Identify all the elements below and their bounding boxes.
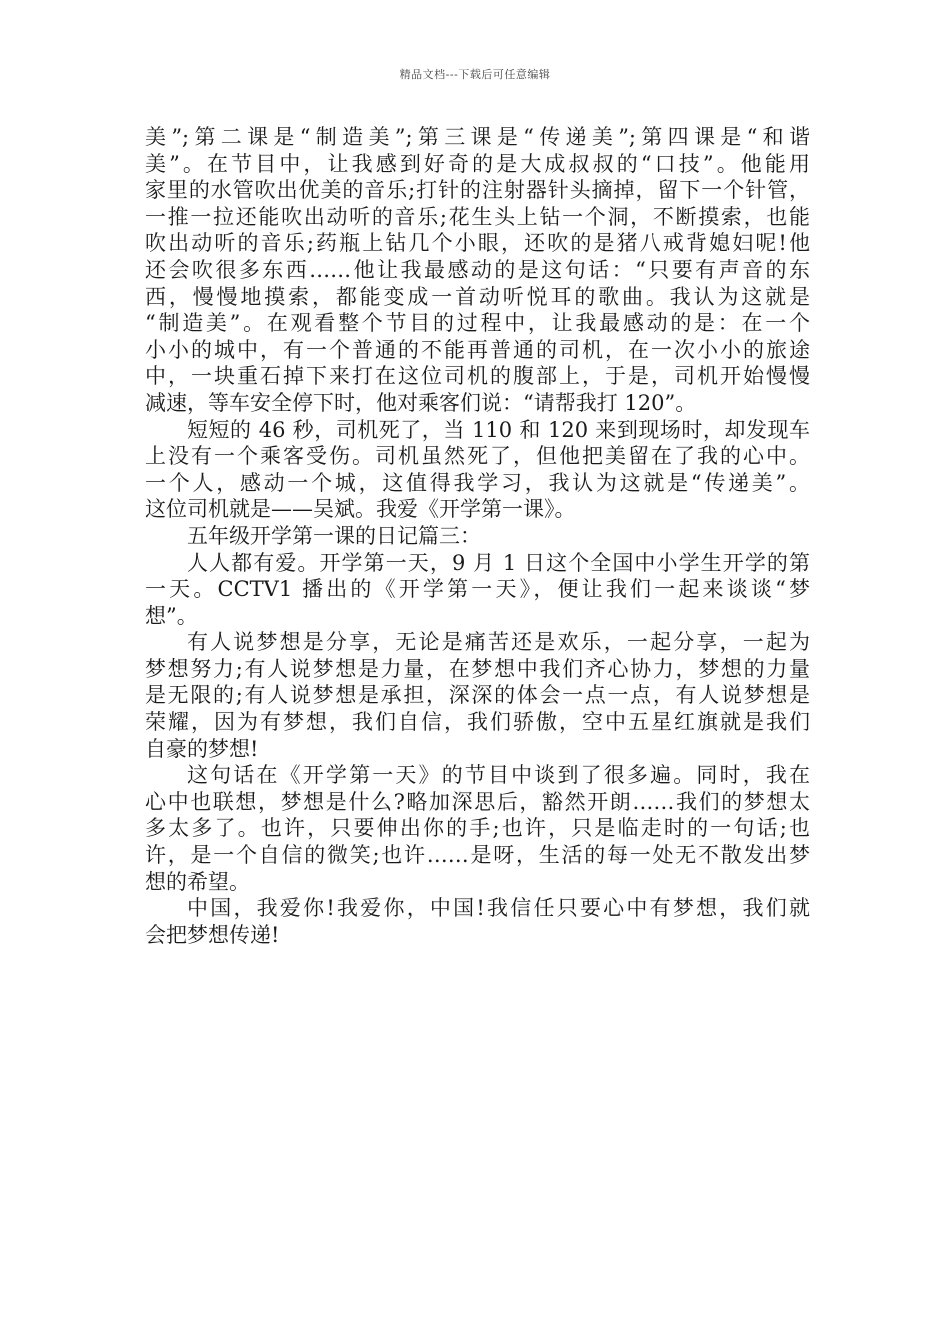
text-line: 美”。在节目中，让我感到好奇的是大成叔叔的“口技”。他能用 xyxy=(145,151,810,176)
document-body xyxy=(145,124,810,948)
text-line: 梦想努力;有人说梦想是力量，在梦想中我们齐心协力，梦想的力量 xyxy=(145,656,810,681)
text-line: 吹出动听的音乐;药瓶上钻几个小眼，还吹的是猪八戒背媳妇呢!他 xyxy=(145,231,810,256)
text-line: 一个人，感动一个城，这值得我学习，我认为这就是“传递美”。 xyxy=(145,470,810,495)
text-line: 这位司机就是——吴斌。我爱《开学第一课》。 xyxy=(145,497,576,522)
text-line: 多太多了。也许，只要伸出你的手;也许，只是临走时的一句话;也 xyxy=(145,816,810,841)
text-line: 想的希望。 xyxy=(145,869,250,894)
text-line: 想”。 xyxy=(145,603,198,628)
text-line: “制造美”。在观看整个节目的过程中，让我最感动的是：在一个 xyxy=(145,311,810,336)
paragraph-first-line: 短短的 46 秒，司机死了，当 110 和 120 来到现场时，却发现车 xyxy=(187,417,810,442)
section-heading: 五年级开学第一课的日记篇三： xyxy=(187,523,481,548)
text-line: 家里的水管吹出优美的音乐;打针的注射器针头摘掉，留下一个针管， xyxy=(145,178,810,203)
text-line: 心中也联想，梦想是什么?略加深思后，豁然开朗……我们的梦想太 xyxy=(145,789,810,814)
paragraph-first-line: 这句话在《开学第一天》的节目中谈到了很多遍。同时，我在 xyxy=(187,763,810,788)
text-line: 会把梦想传递! xyxy=(145,922,280,947)
text-line: 西，慢慢地摸索，都能变成一首动听悦耳的歌曲。我认为这就是 xyxy=(145,284,810,309)
text-line: 一天。CCTV1 播出的《开学第一天》，便让我们一起来谈谈“梦 xyxy=(145,577,810,602)
text-line: 荣耀，因为有梦想，我们自信，我们骄傲，空中五星红旗就是我们 xyxy=(145,710,810,735)
text-line: 中，一块重石掉下来打在这位司机的腹部上，于是，司机开始慢慢 xyxy=(145,364,810,389)
text-line: 自豪的梦想! xyxy=(145,736,259,761)
text-line: 还会吹很多东西……他让我最感动的是这句话：“只要有声音的东 xyxy=(145,257,810,282)
text-line: 减速，等车安全停下时，他对乘客们说：“请帮我打 120”。 xyxy=(145,390,697,415)
text-line: 美”;第二课是“制造美”;第三课是“传递美”;第四课是“和谐 xyxy=(145,125,810,149)
text-line: 一推一拉还能吹出动听的音乐;花生头上钻一个洞，不断摸索，也能 xyxy=(145,204,810,229)
paragraph-first-line: 中国，我爱你!我爱你，中国!我信任只要心中有梦想，我们就 xyxy=(187,896,810,921)
text-line: 许，是一个自信的微笑;也许……是呀，生活的每一处无不散发出梦 xyxy=(145,843,810,868)
text-line: 是无限的;有人说梦想是承担，深深的体会一点一点，有人说梦想是 xyxy=(145,683,810,708)
paragraph-first-line: 人人都有爱。开学第一天，9 月 1 日这个全国中小学生开学的第 xyxy=(187,550,810,575)
page-header: 精品文档---下载后可任意编辑 xyxy=(399,68,551,81)
text-line: 小小的城中，有一个普通的不能再普通的司机，在一次小小的旅途 xyxy=(145,337,810,362)
text-line: 上没有一个乘客受伤。司机虽然死了，但他把美留在了我的心中。 xyxy=(145,444,810,469)
paragraph-first-line: 有人说梦想是分享，无论是痛苦还是欢乐，一起分享，一起为 xyxy=(187,630,810,655)
